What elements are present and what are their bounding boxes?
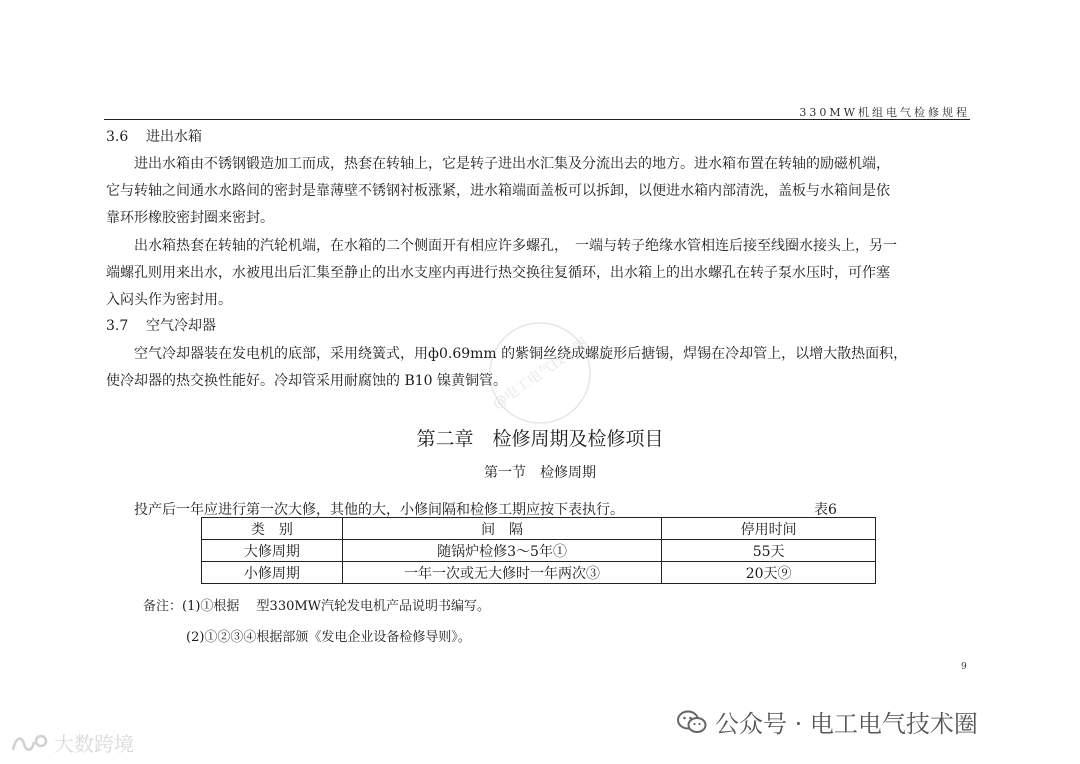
watermark-stamp xyxy=(470,318,610,428)
section-3-7-heading xyxy=(106,318,216,335)
table-header-cell: 类 别 xyxy=(202,518,343,540)
header-title: 330MW机组电气检修规程 xyxy=(799,106,970,119)
note-1: 备注：(1)①根据 型330MW汽轮发电机产品说明书编写。 xyxy=(143,599,491,614)
paragraph-outlet-box xyxy=(106,233,972,314)
table-cell: 随锅炉检修3～5年① xyxy=(342,540,662,562)
table-header-row xyxy=(202,518,876,540)
paragraph-line: 端螺孔则用来出水，水被甩出后汇集至静止的出水支座内再进行热交换往复循环，出水箱上的出水螺孔在转子泵水压时，可作塞 xyxy=(106,265,890,281)
paragraph-line: 空气冷却器装在发电机的底部，采用绕簧式，用ф0.69mm 的紫铜丝绕成螺旋形后搪锡，焊锡在冷却管上，以增大散热面积， xyxy=(106,346,908,362)
intro-text: 投产后一年应进行第一次大修，其他的大，小修间隔和检修工期应按下表执行。 xyxy=(134,502,624,518)
table-cell: 一年一次或无大修时一年两次③ xyxy=(342,562,662,584)
table-label: 表6 xyxy=(814,502,837,518)
paragraph-inlet-box xyxy=(106,151,972,232)
paragraph-line: 出水箱热套在转轴的汽轮机端，在水箱的二个侧面开有相应许多螺孔， 一端与转子绝缘水管相连后接至线圈水接头上，另一 xyxy=(106,238,897,254)
section-number: 3.6 xyxy=(106,129,129,145)
section-number: 3.7 xyxy=(106,318,129,334)
table-row xyxy=(202,540,876,562)
section-3-6-heading xyxy=(106,129,202,146)
table-row xyxy=(202,562,876,584)
paragraph-line: 靠环形橡胶密封圈来密封。 xyxy=(106,210,274,226)
brand-logo-icon xyxy=(10,732,50,754)
table-header-cell: 停用时间 xyxy=(662,518,876,540)
watermark-brand xyxy=(10,728,134,757)
table-cell: 20天⑨ xyxy=(662,562,876,584)
paragraph-line: 进出水箱由不锈钢锻造加工而成，热套在转轴上，它是转子进出水汇集及分流出去的地方。进水箱布置在转轴的励磁机端， xyxy=(106,156,890,172)
section-title-heading: 第一节 检修周期 xyxy=(484,465,596,481)
page-number: 9 xyxy=(961,662,967,672)
wechat-icon xyxy=(677,709,707,735)
watermark-brand-text: 大数跨境 xyxy=(54,732,134,756)
table-cell: 大修周期 xyxy=(202,540,343,562)
table-cell: 55天 xyxy=(662,540,876,562)
watermark-wechat xyxy=(677,704,978,739)
header-rule xyxy=(104,119,970,120)
table-header-cell: 间 隔 xyxy=(342,518,662,540)
paragraph-line: 它与转轴之间通水水路间的密封是靠薄壁不锈钢衬板涨紧，进水箱端面盖板可以拆卸，以便进水箱内部清洗，盖板与水箱间是依 xyxy=(106,183,890,199)
watermark-wechat-text: 公众号 · 电工电气技术圈 xyxy=(715,710,978,738)
paragraph-line: 使冷却器的热交换性能好。冷却管采用耐腐蚀的 B10 镍黄铜管。 xyxy=(106,373,508,389)
watermark-stamp-text: @电工电气技术圈 xyxy=(490,335,592,413)
note-2: (2)①②③④根据部颁《发电企业设备检修导则》。 xyxy=(186,630,471,645)
paragraph-line: 入闷头作为密封用。 xyxy=(106,292,232,308)
chapter-title: 第二章 检修周期及检修项目 xyxy=(416,428,664,450)
section-title: 进出水箱 xyxy=(146,129,202,145)
section-title: 空气冷却器 xyxy=(146,318,216,334)
table-cell: 小修周期 xyxy=(202,562,343,584)
maintenance-table xyxy=(201,517,876,584)
